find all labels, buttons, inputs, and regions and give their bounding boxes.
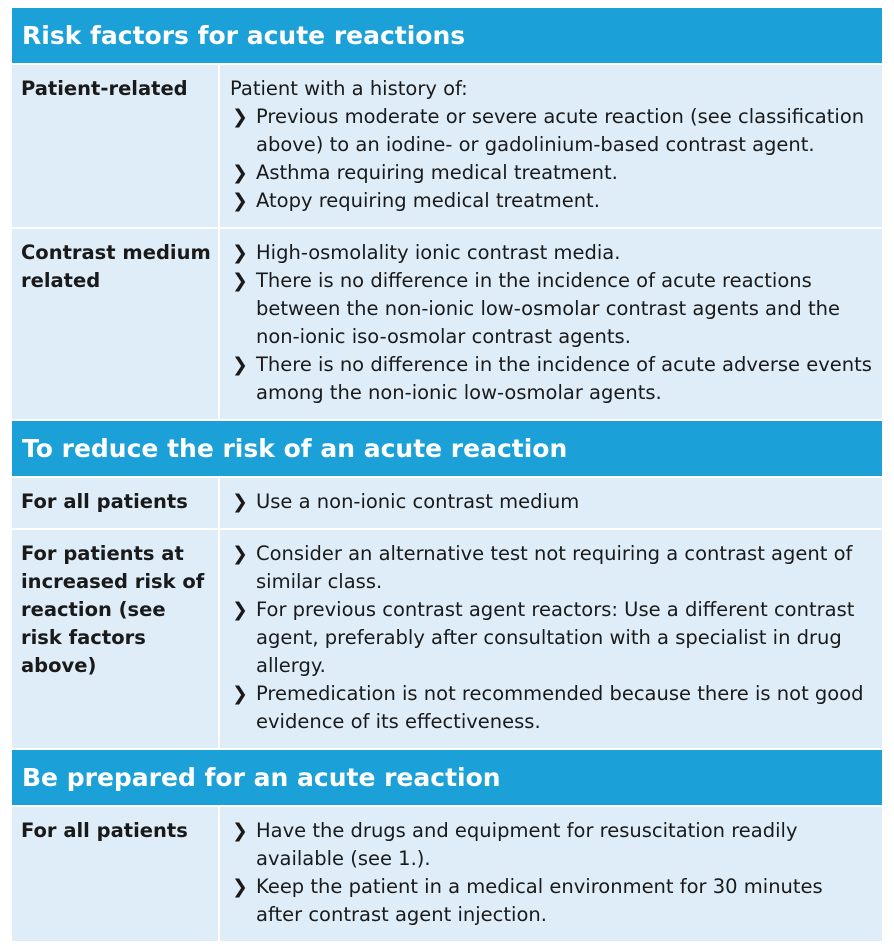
bullet-list — [230, 239, 874, 407]
row-content — [220, 530, 882, 748]
list-item — [230, 187, 874, 215]
list-item-text: Have the drugs and equipment for resuscitation readily available (see 1.). — [256, 819, 798, 870]
row-label: For all patients — [12, 478, 220, 528]
chevron-right-icon: ❯ — [232, 683, 248, 705]
chevron-right-icon: ❯ — [232, 491, 248, 513]
chevron-right-icon: ❯ — [232, 242, 248, 264]
chevron-right-icon: ❯ — [232, 820, 248, 842]
chevron-right-icon: ❯ — [232, 543, 248, 565]
chevron-right-icon: ❯ — [232, 354, 248, 376]
bullet-list — [230, 488, 874, 516]
list-item-text: Keep the patient in a medical environment for 30 minutes after contrast agent injection. — [256, 875, 823, 926]
list-item-text: High-osmolality ionic contrast media. — [256, 241, 621, 264]
list-item-text: Premedication is not recommended because there is not good evidence of its effectiveness. — [256, 682, 864, 733]
bullet-list — [230, 817, 874, 929]
list-item-text: For previous contrast agent reactors: Use a different contrast agent, preferably after consultation with a specialist in drug allergy. — [256, 598, 855, 677]
list-item — [230, 680, 874, 736]
list-item — [230, 267, 874, 351]
table-row-contrast-medium — [12, 229, 882, 419]
row-intro: Patient with a history of: — [230, 77, 468, 100]
row-label: For patients at increased risk of reaction (see risk factors above) — [12, 530, 220, 748]
section-header-reduce-risk: To reduce the risk of an acute reaction — [12, 421, 882, 476]
list-item-text: Previous moderate or severe acute reaction (see classification above) to an iodine- or gadolinium-based contrast agent. — [256, 105, 865, 156]
row-label: For all patients — [12, 807, 220, 941]
table-row-all-patients — [12, 478, 882, 528]
guideline-table — [12, 0, 882, 941]
list-item — [230, 351, 874, 407]
list-item — [230, 596, 874, 680]
list-item — [230, 817, 874, 873]
chevron-right-icon: ❯ — [232, 106, 248, 128]
list-item-text: There is no difference in the incidence of acute adverse events among the non-ionic low-osmolar agents. — [256, 353, 872, 404]
list-item-text: Atopy requiring medical treatment. — [256, 189, 600, 212]
section-header-be-prepared: Be prepared for an acute reaction — [12, 750, 882, 805]
chevron-right-icon: ❯ — [232, 876, 248, 898]
list-item-text: Asthma requiring medical treatment. — [256, 161, 618, 184]
table-row-patient-related — [12, 65, 882, 227]
list-item — [230, 540, 874, 596]
list-item — [230, 103, 874, 159]
row-content — [220, 229, 882, 419]
chevron-right-icon: ❯ — [232, 599, 248, 621]
list-item — [230, 239, 874, 267]
list-item — [230, 488, 874, 516]
list-item-text: Consider an alternative test not requiring a contrast agent of similar class. — [256, 542, 853, 593]
section-header-risk-factors: Risk factors for acute reactions — [12, 8, 882, 63]
bullet-list — [230, 540, 874, 736]
chevron-right-icon: ❯ — [232, 190, 248, 212]
list-item — [230, 873, 874, 929]
chevron-right-icon: ❯ — [232, 270, 248, 292]
row-content — [220, 478, 882, 528]
row-label: Patient-related — [12, 65, 220, 227]
table-row-all-patients-prepared — [12, 807, 882, 941]
list-item-text: There is no difference in the incidence of acute reactions between the non-ionic low-osmolar contrast agents and the non-ionic iso-osmolar contrast agents. — [256, 269, 840, 348]
list-item-text: Use a non-ionic contrast medium — [256, 490, 580, 513]
row-content — [220, 807, 882, 941]
bullet-list — [230, 103, 874, 215]
list-item — [230, 159, 874, 187]
row-label: Contrast medium related — [12, 229, 220, 419]
table-row-increased-risk — [12, 530, 882, 748]
row-content — [220, 65, 882, 227]
chevron-right-icon: ❯ — [232, 162, 248, 184]
